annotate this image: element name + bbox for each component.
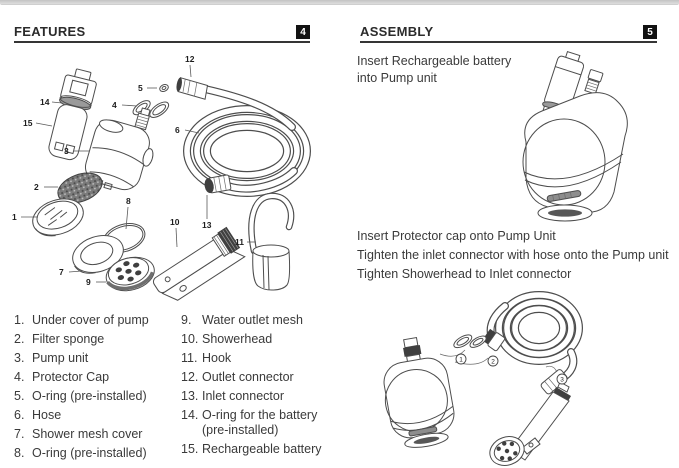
parts-list-column-2 xyxy=(181,313,331,465)
svg-text:8: 8 xyxy=(126,196,131,206)
assembly-step-line: Tighten Showerhead to Inlet connector xyxy=(357,267,572,281)
hose-drawing xyxy=(187,89,307,193)
o-ring-5-drawing xyxy=(159,83,170,93)
pump-battery-diagram xyxy=(490,50,640,222)
part-item: 9. Water outlet mesh xyxy=(181,313,303,327)
part-item: 3. Pump unit xyxy=(14,351,89,365)
part-item: 12. Outlet connector xyxy=(181,370,294,384)
step-callout-1 xyxy=(456,354,466,364)
part-item: 11. Hook xyxy=(181,351,232,365)
parts-list-column-1 xyxy=(14,313,181,465)
assembly-steps xyxy=(357,227,669,284)
protector-cap-assembled-drawing xyxy=(452,326,488,356)
svg-text:5: 5 xyxy=(138,83,143,93)
part-item: 10. Showerhead xyxy=(181,332,273,346)
window-top-bar xyxy=(0,0,679,5)
parts-list xyxy=(14,313,334,465)
svg-text:10: 10 xyxy=(170,217,180,227)
svg-text:15: 15 xyxy=(23,118,33,128)
assembly-connection-diagram xyxy=(357,288,679,468)
features-section-header xyxy=(14,24,310,43)
svg-text:7: 7 xyxy=(59,267,64,277)
outlet-connector-drawing xyxy=(175,77,208,99)
showerhead-assembled-drawing xyxy=(486,382,571,468)
svg-text:2: 2 xyxy=(34,182,39,192)
svg-text:3: 3 xyxy=(560,376,564,384)
step-callout-3 xyxy=(557,374,567,384)
part-item: 4. Protector Cap xyxy=(14,370,110,384)
pump-assembled-drawing xyxy=(375,333,459,452)
svg-text:1: 1 xyxy=(459,356,463,364)
assembly-battery-instruction: Insert Rechargeable battery into Pump unit xyxy=(357,54,512,85)
part-item: 2. Filter sponge xyxy=(14,332,105,346)
assembly-step-line: Insert Protector cap onto Pump Unit xyxy=(357,229,556,243)
assembly-title: ASSEMBLY xyxy=(360,24,434,39)
features-exploded-diagram xyxy=(0,45,336,309)
assembly-section-header xyxy=(360,24,657,43)
pump-stub-drawing xyxy=(584,69,603,94)
svg-text:9: 9 xyxy=(86,277,91,287)
part-item: 13. Inlet connector xyxy=(181,389,284,403)
svg-text:6: 6 xyxy=(175,125,180,135)
svg-text:1: 1 xyxy=(12,212,17,222)
svg-text:12: 12 xyxy=(185,54,195,64)
features-page-number-badge: 4 xyxy=(296,25,310,39)
part-item: 8. O-ring (pre-installed) xyxy=(14,446,147,460)
part-item: 1. Under cover of pump xyxy=(14,313,149,327)
svg-text:14: 14 xyxy=(40,97,50,107)
svg-text:11: 11 xyxy=(235,237,244,247)
part-item: 7. Shower mesh cover xyxy=(14,427,143,441)
hook-drawing xyxy=(251,196,291,290)
assembly-step-line: Tighten the inlet connector with hose onto the Pump unit xyxy=(357,248,669,262)
step-callout-2 xyxy=(488,356,498,366)
svg-text:13: 13 xyxy=(202,220,212,230)
pump-body-drawing xyxy=(523,93,627,221)
part-item: 5. O-ring (pre-installed) xyxy=(14,389,147,403)
part-item: 15. Rechargeable battery xyxy=(181,441,322,456)
part-item: 6. Hose xyxy=(14,408,62,422)
assembly-page-number-badge: 5 xyxy=(643,25,657,39)
part-item: 14. O-ring for the battery (pre-installed) xyxy=(181,408,318,437)
features-title: FEATURES xyxy=(14,24,86,39)
svg-text:2: 2 xyxy=(491,358,495,366)
svg-text:3: 3 xyxy=(64,146,69,156)
svg-text:4: 4 xyxy=(112,100,117,110)
showerhead-drawing xyxy=(149,227,245,306)
